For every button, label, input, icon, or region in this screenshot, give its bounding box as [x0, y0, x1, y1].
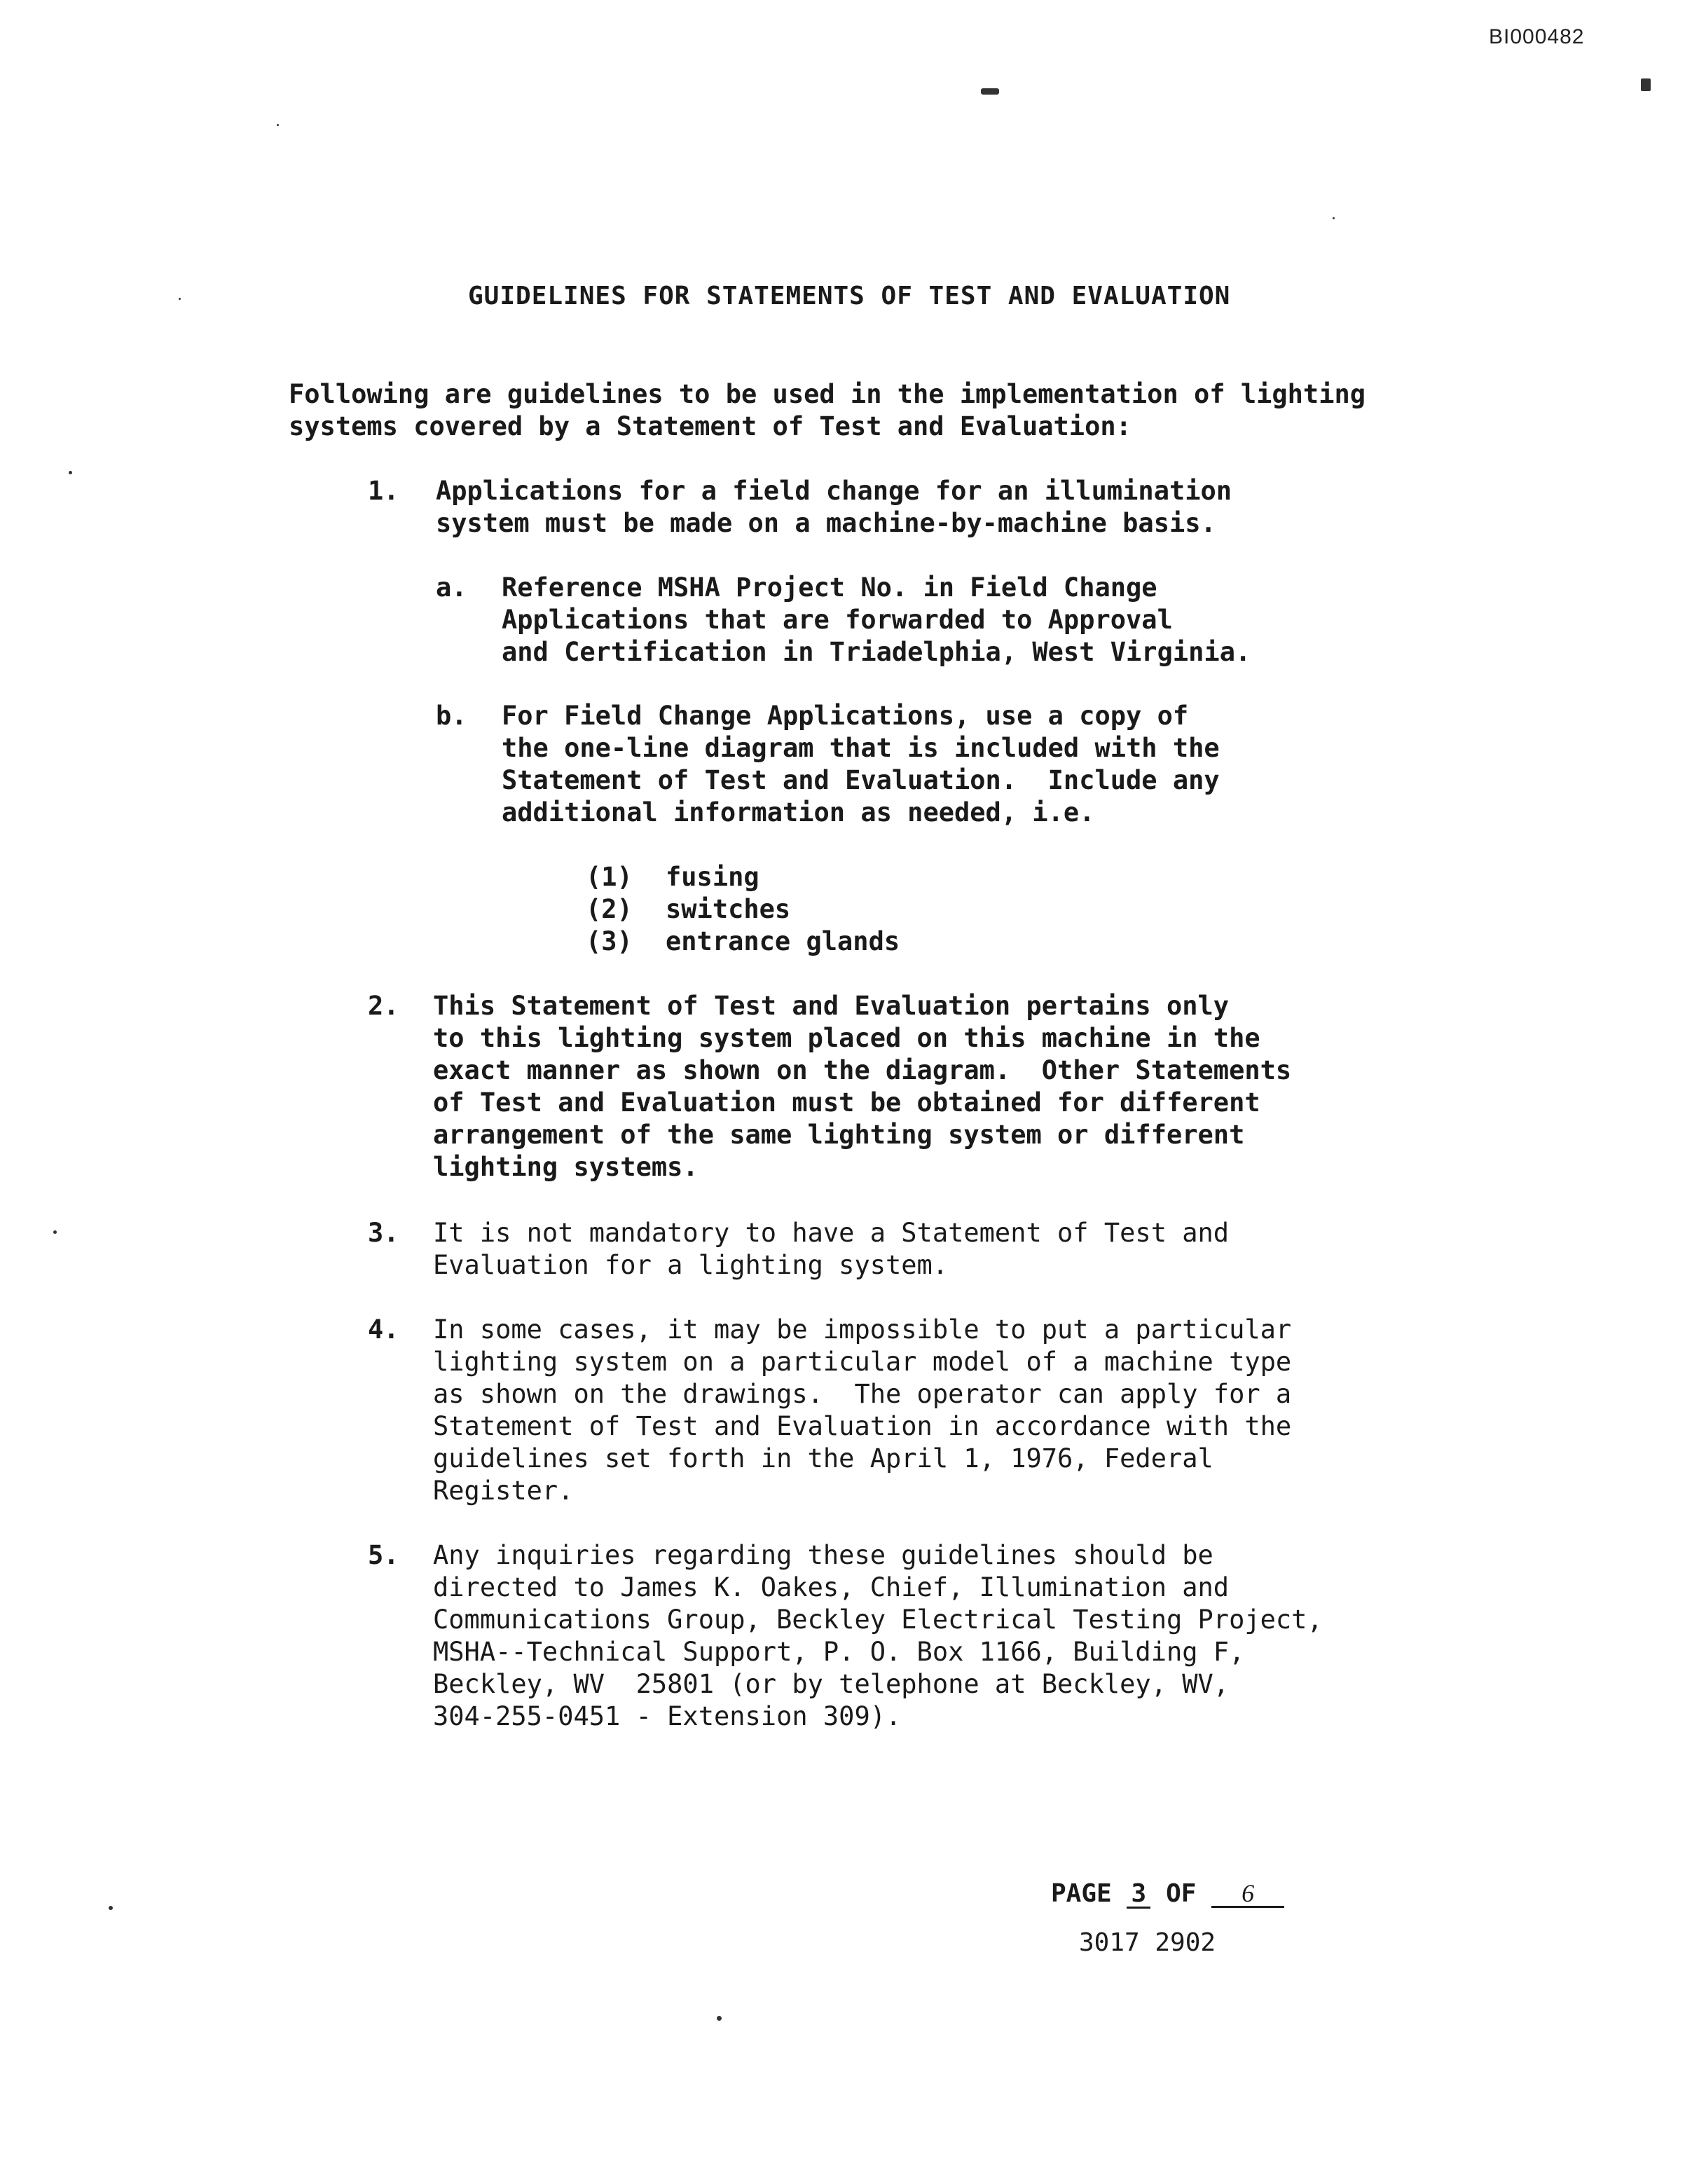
list-item-2-number: (2): [586, 894, 633, 924]
item-1-number: 1.: [368, 476, 399, 506]
page-word: PAGE: [1051, 1879, 1112, 1908]
item-1b-letter: b.: [436, 701, 467, 731]
scan-speck: [69, 471, 72, 474]
scan-speck: [109, 1906, 113, 1910]
item-4-text: In some cases, it may be impossible to put a particular lighting system on a particular model of a machine type as shown on the drawings. The operator can apply for a Statement of Test and Evaluation in accordance with the guidelines set forth in the April 1, 1976, Federal Register.: [433, 1314, 1292, 1506]
scan-artifact-corner: [1641, 78, 1651, 91]
document-number: 3017 2902: [1079, 1928, 1216, 1957]
scan-artifact-mark: [981, 88, 999, 95]
list-item-3-number: (3): [586, 926, 633, 956]
scan-speck: [53, 1230, 57, 1234]
list-item-entrance-glands: entrance glands: [666, 926, 900, 956]
page-indicator: [1051, 1879, 1284, 1909]
document-title: GUIDELINES FOR STATEMENTS OF TEST AND EVALUATION: [468, 282, 1231, 310]
item-1b-text: For Field Change Applications, use a copy of the one-line diagram that is included with the Statement of Test and Evaluation. Include any additional information as needed, i.e.: [502, 701, 1220, 827]
scan-speck: [179, 298, 181, 300]
scan-speck: [717, 2016, 722, 2021]
item-3-text: It is not mandatory to have a Statement of Test and Evaluation for a lighting system.: [433, 1218, 1230, 1280]
scan-speck: [277, 124, 279, 126]
list-item-1-number: (1): [586, 862, 633, 892]
item-5-text: Any inquiries regarding these guidelines should be directed to James K. Oakes, Chief, Illumination and Communications Group, Beckley Electrical Testing Project, MSHA--Technical Support, P. O. Box 1166, Building F, Beckley, WV 25801 (or by telephone at Beckley, WV, 304-255-0451 - Extension 309).: [433, 1540, 1323, 1731]
list-item-switches: switches: [666, 894, 791, 924]
list-item-fusing: fusing: [666, 862, 759, 892]
item-1a-text: Reference MSHA Project No. in Field Change Applications that are forwarded to Approval and Certification in Triadelphia, West Virginia.: [502, 572, 1251, 667]
item-1a-letter: a.: [436, 572, 467, 603]
item-2-number: 2.: [368, 991, 399, 1021]
scan-speck: [1333, 217, 1335, 219]
intro-paragraph: Following are guidelines to be used in the implementation of lighting systems covered by a Statement of Test and Evaluation:: [289, 379, 1366, 441]
item-4-number: 4.: [368, 1314, 399, 1345]
item-3-number: 3.: [368, 1218, 399, 1248]
page-of-word: OF: [1166, 1879, 1197, 1908]
item-1-text: Applications for a field change for an illumination system must be made on a machine-by-machine basis.: [436, 476, 1232, 538]
item-2-text: This Statement of Test and Evaluation pertains only to this lighting system placed on this machine in the exact manner as shown on the diagram. Other Statements of Test and Evaluation must be obtained for different arrangement of the same lighting system or different lighting systems.: [433, 991, 1292, 1182]
item-5-number: 5.: [368, 1540, 399, 1570]
page-current: 3: [1127, 1881, 1150, 1909]
page-total: 6: [1211, 1881, 1284, 1908]
bates-number: BI000482: [1489, 25, 1585, 48]
